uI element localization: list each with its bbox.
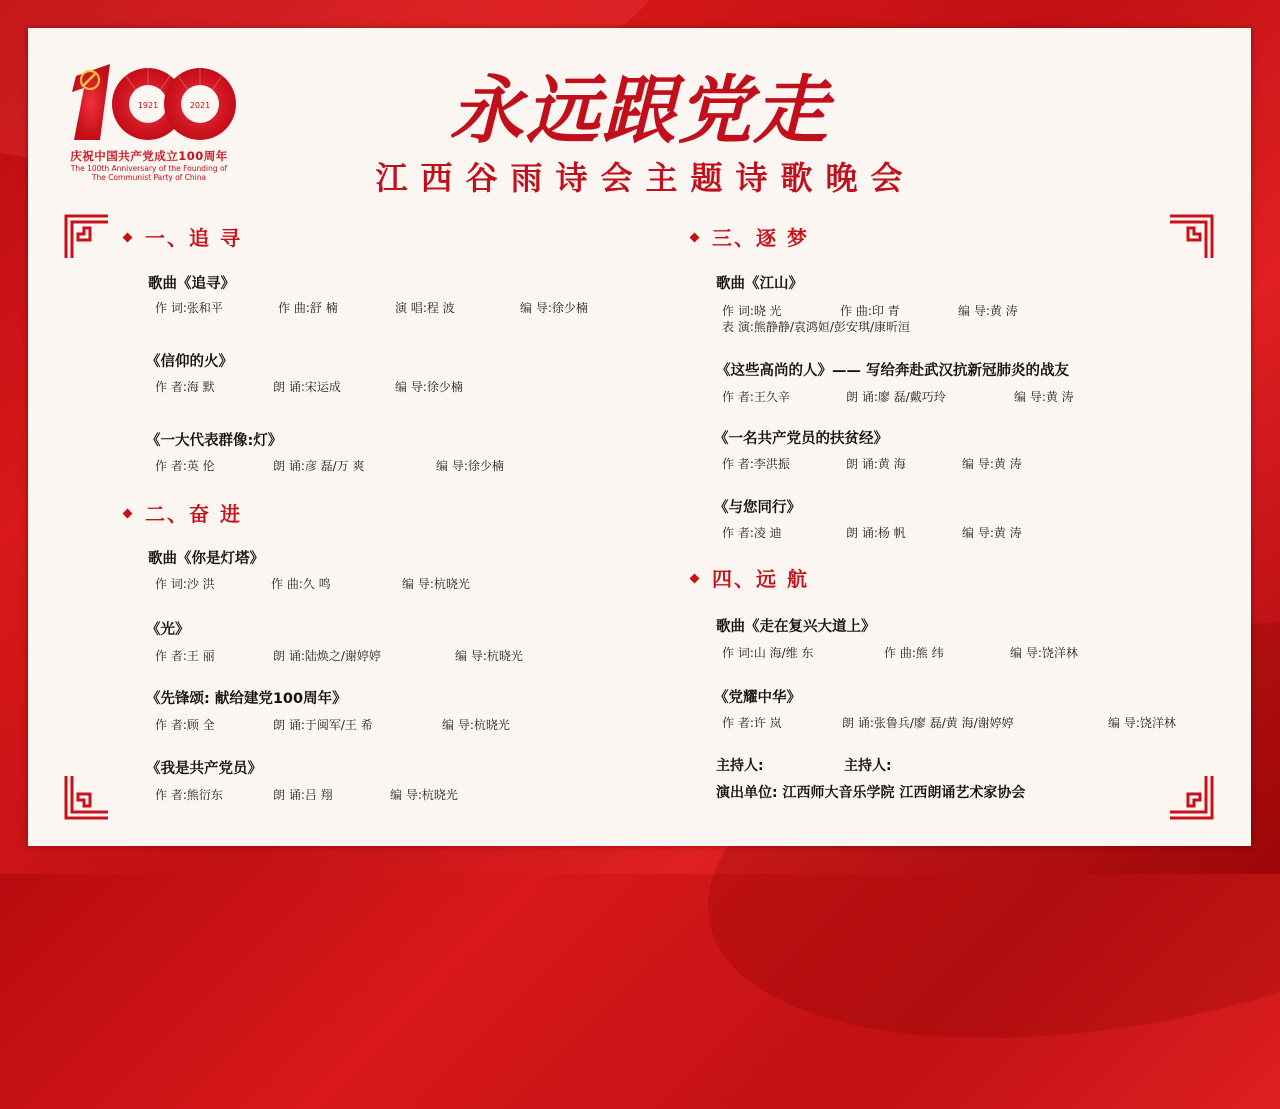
corner-ornament-icon	[1168, 774, 1214, 820]
section-heading-4: 四、远 航	[691, 567, 809, 591]
page-subtitle: 江西谷雨诗会主题诗歌晚会	[375, 159, 916, 197]
program-sheet: 1921 2021 庆祝中国共产党成立100周年 The 100th Anniversary of the Founding of The Communist Party of China 永远跟党走 江西谷雨诗会主题诗歌晚会 一、追 寻 歌曲《追寻》 作 词:张和平 作 曲:舒 楠 演 唱:程 波 编 导:徐少楠 《信仰的火》 作 者:海 默 朗 诵:宋运成 编 导:徐少楠 《一大代表群像:灯》 作 者:英 伦 朗 诵:彦 磊/万 爽 编 导:徐少楠 二、奋 进 歌曲《你是灯塔》 作 词:沙 洪 作 曲:久 鸣 编 导:杭晓光 《光》 作 者:王 丽 朗 诵:陆焕之/谢婷婷 编 导:杭晓光 《先锋颂: 献给建党100周年》 作 者:顾 全 朗 诵:于闽军/王 希 编 导:杭晓光 《我是共产党员》 作 者:熊衍东 朗 诵:吕 翔 编 导:杭晓光 三、逐 梦 歌曲《江山》 作 词:晓 光 作 曲:印 青 编 导:黄 涛 表 演:熊静静/袁鸿姮/彭安琪/康昕洹 《这些高尚的人》—— 写给奔赴武汉抗新冠肺炎的战友 作 者:王久辛 朗 诵:廖 磊/戴巧玲 编 导:黄 涛 《一名共产党员的扶贫经》 作 者:李洪振 朗 诵:黄 海 编 导:黄 涛 《与您同行》 作 者:凌 迪 朗 诵:杨 帆 编 导:黄 涛 四、远 航 歌曲《走在复兴大道上》 作 词:山 海/维 东 作 曲:熊 纬 编 导:饶洋林 《党耀中华》 作 者:许 岚 朗 诵:张鲁兵/廖 磊/黄 海/谢婷婷 编 导:饶洋林 主持人: 主持人: 演出单位: 江西师大音乐学院 江西朗诵艺术家协会	[28, 28, 1251, 846]
program-item-title: 《一大代表群像:灯》	[146, 433, 283, 449]
program-item-title: 歌曲《走在复兴大道上》	[716, 619, 876, 635]
corner-ornament-icon	[64, 774, 110, 820]
program-item-title: 歌曲《追寻》	[148, 276, 235, 292]
page-title: 永远跟党走	[449, 68, 830, 154]
program-item-title: 歌曲《江山》	[716, 276, 803, 292]
program-item-title: 《一名共产党员的扶贫经》	[714, 431, 888, 447]
corner-ornament-icon	[1168, 214, 1214, 260]
logo-caption-cn: 庆祝中国共产党成立100周年	[70, 149, 228, 163]
program-item-title: 歌曲《你是灯塔》	[148, 551, 264, 567]
program-item-title: 《这些高尚的人》—— 写给奔赴武汉抗新冠肺炎的战友	[716, 363, 1070, 379]
program-item-title: 《与您同行》	[714, 500, 801, 516]
program-item-title: 《党耀中华》	[714, 690, 801, 706]
host-label-2: 主持人:	[844, 758, 892, 774]
section-heading-1: 一、追 寻	[124, 226, 242, 250]
logo-year-start: 1921	[137, 101, 159, 110]
performers-line: 演出单位: 江西师大音乐学院 江西朗诵艺术家协会	[716, 785, 1026, 801]
program-item-title: 《光》	[146, 622, 190, 638]
logo-caption-en-1: The 100th Anniversary of the Founding of	[70, 164, 228, 173]
logo-caption-en-2: The Communist Party of China	[91, 173, 207, 182]
diamond-icon	[123, 509, 133, 519]
program-item-title: 《信仰的火》	[146, 354, 233, 370]
section-heading-3: 三、逐 梦	[691, 226, 809, 250]
program-item-title: 《先锋颂: 献给建党100周年》	[146, 691, 347, 707]
section-heading-2: 二、奋 进	[124, 502, 242, 526]
corner-ornament-icon	[64, 214, 110, 260]
diamond-icon	[690, 574, 700, 584]
program-item-title: 《我是共产党员》	[146, 761, 262, 777]
diamond-icon	[690, 233, 700, 243]
diamond-icon	[123, 233, 133, 243]
logo-year-end: 2021	[189, 101, 211, 110]
host-label-1: 主持人:	[716, 758, 764, 774]
